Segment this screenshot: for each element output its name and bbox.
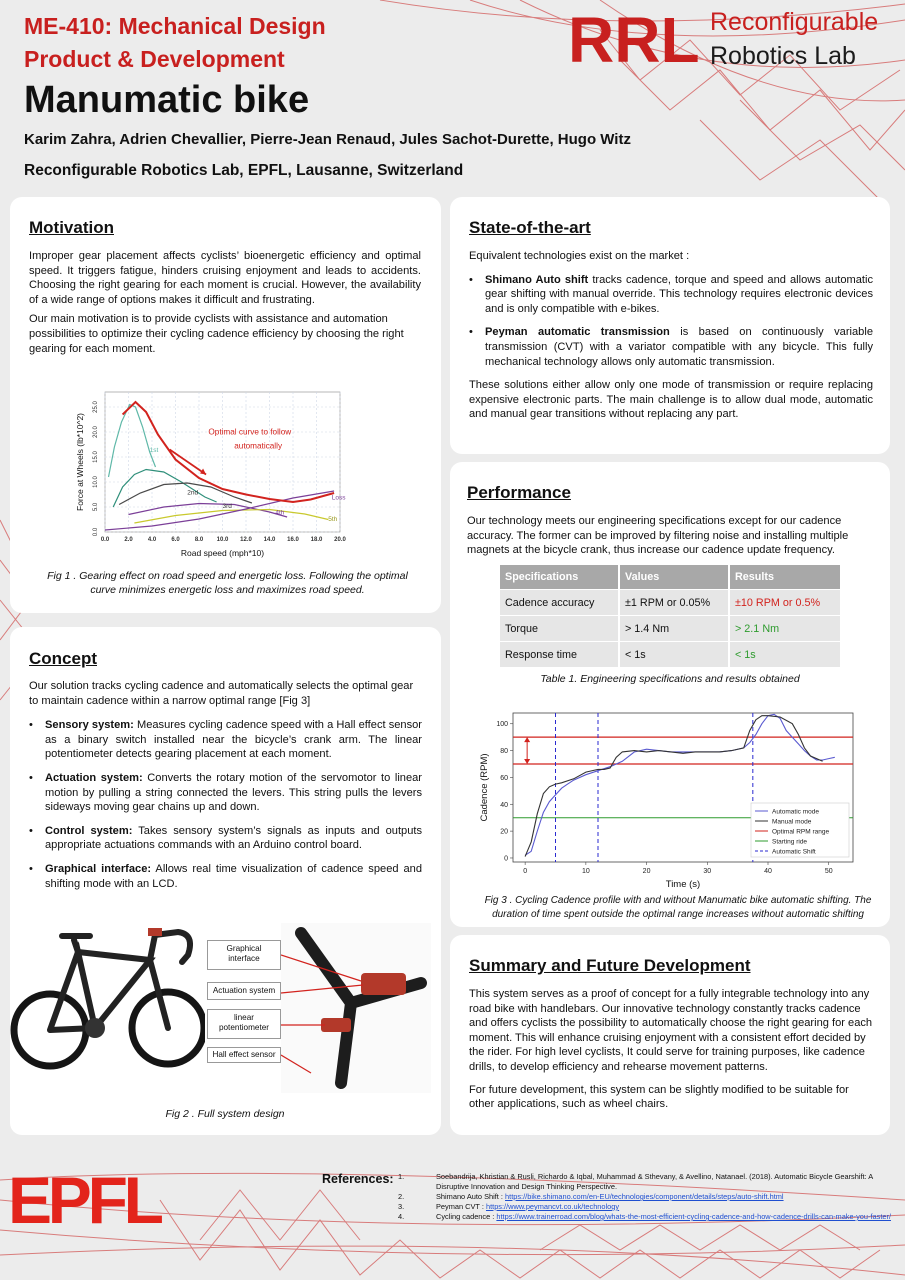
bike-frame <box>50 952 168 1030</box>
table-cell: Response time <box>500 642 619 668</box>
ref-text: Shimano Auto Shift : <box>436 1192 506 1201</box>
table-cell: ±10 RPM or 0.5% <box>729 590 841 616</box>
concept-panel <box>10 627 441 1135</box>
fig1-caption: Fig 1 . Gearing effect on road speed and energetic loss. Following the optimal curve minimizes energetic loss and maximizes road speed. <box>47 570 408 596</box>
legend-entry: Optimal RPM range <box>772 828 830 836</box>
x-tick-label: 40 <box>764 868 772 875</box>
y-tick-label: 0 <box>504 855 508 863</box>
summary-title: Summary and Future Development <box>469 956 751 975</box>
actuator-red <box>148 928 162 936</box>
x-tick-label: 30 <box>703 868 712 875</box>
state-of-art-outro: These solutions either allow only one mode of transmission or require replacing expensive electronic parts. The main challenge is to allow dual mode, automatic and manual gear transitions without replacing any part. <box>469 379 873 421</box>
x-axis-label: Road speed (mph*10) <box>180 548 265 558</box>
summary-text <box>469 987 877 1117</box>
table-caption: Table 1. Engineering specifications and results obtained <box>540 673 800 685</box>
x-tick-label: 14.0 <box>263 537 276 543</box>
x-tick-label: 10 <box>581 868 590 875</box>
x-tick-label: 4.0 <box>147 537 157 543</box>
ref-number: 3. <box>398 1202 405 1211</box>
table-row <box>500 642 841 668</box>
table-cell: > 1.4 Nm <box>619 616 729 642</box>
motivation-text <box>29 249 421 361</box>
table-cell: Torque <box>500 616 619 642</box>
legend-entry: Starting ride <box>772 838 808 846</box>
list-item <box>398 1172 898 1192</box>
optimal-annotation-line2: automatically <box>234 441 283 451</box>
list-item <box>398 1212 898 1222</box>
list-item <box>469 325 873 369</box>
bullet-text: is based on continuously variable transmission (CVT) with a variator compatible with any bicycle. This fully mechanical technology allows only automatic transmission. <box>485 326 873 368</box>
performance-panel <box>450 462 890 927</box>
performance-title: Performance <box>467 483 571 502</box>
state-of-art-intro: Equivalent technologies exist on the market : <box>469 250 690 262</box>
list-item <box>29 824 422 853</box>
x-tick-label: 10.0 <box>216 537 229 543</box>
curve-label: 4th <box>275 509 285 517</box>
ref-number: 4. <box>398 1212 405 1221</box>
concept-intro: Our solution tracks cycling cadence and automatically selects the optimal gear to maintain cadence within a narrow optimal range [Fig 3] <box>29 680 414 707</box>
table-row <box>500 616 841 642</box>
motivation-title: Motivation <box>29 218 114 237</box>
table-cell: Cadence accuracy <box>500 590 619 616</box>
ref-text: Soebandrija, Khristian & Rusli, Richardo & Iqbal, Muhammad & Sthevany, & Avellino, Natanael. (2018). Automatic Bicycle Gearshift: A Disruptive Innovation and Design Thinking Perspective. <box>436 1172 873 1191</box>
bullet-text: Measures cycling cadence speed with a Hall effect sensor as a binary switch installed near the bicycle’s crank arm. The linear potentiometer detects gearing placement at each moment. <box>45 719 422 761</box>
ref-number: 2. <box>398 1192 405 1201</box>
concept-title: Concept <box>29 649 97 668</box>
table-header: Specifications <box>500 565 619 590</box>
list-item <box>29 862 422 891</box>
affiliation: Reconfigurable Robotics Lab, EPFL, Lausanne, Switzerland <box>24 162 464 179</box>
bike-illustration <box>10 910 205 1085</box>
logo-text-reconfigurable: Reconfigurable <box>710 8 879 36</box>
y-tick-label: 25.0 <box>93 401 99 413</box>
label-graphical-interface: Graphical interface <box>207 940 281 970</box>
table-cell: ±1 RPM or 0.05% <box>619 590 729 616</box>
x-tick-label: 12.0 <box>240 537 252 543</box>
bullet-bold: Sensory system: <box>45 719 134 732</box>
performance-intro: Our technology meets our engineering specifications except for our cadence accuracy. The former can be improved by filtering noise and installing multiple magnets at the bicycle crank, thus increase our cadence update frequency. <box>467 515 849 557</box>
table-row <box>500 590 841 616</box>
curve-label: Loss <box>331 494 346 502</box>
y-tick-label: 15.0 <box>93 451 99 463</box>
y-tick-label: 100 <box>496 721 508 729</box>
closeup-illustration <box>281 923 431 1093</box>
label-hall-effect-sensor: Hall effect sensor <box>207 1047 281 1063</box>
bullet-bold: Shimano Auto shift <box>485 273 589 286</box>
concept-list <box>29 718 422 891</box>
list-item <box>29 771 422 815</box>
x-tick-label: 8.0 <box>194 537 204 543</box>
poster-title: Manumatic bike <box>24 79 310 121</box>
ref-link[interactable]: https://bike.shimano.com/en-EU/technologies/component/details/steps/auto-shift.html <box>505 1192 784 1201</box>
handlebar <box>150 932 190 962</box>
table-header: Values <box>619 565 729 590</box>
closeup-actuator <box>361 973 406 995</box>
list-item <box>29 718 422 762</box>
y-tick-label: 5.0 <box>93 502 99 512</box>
course-line-2: Product & Development <box>24 46 285 72</box>
y-tick-label: 60 <box>500 774 508 782</box>
list-item <box>398 1192 898 1202</box>
fig2-caption: Fig 2 . Full system design <box>165 1108 285 1120</box>
rrl-logo-mark <box>568 10 703 68</box>
state-of-art-list <box>469 273 873 370</box>
table-cell: > 2.1 Nm <box>729 616 841 642</box>
bullet-text: Allows real time visualization of cadence speed and shifting mode with an LCD. <box>45 862 422 890</box>
list-item <box>398 1202 898 1212</box>
epfl-logo-text: EPFL <box>8 1168 164 1228</box>
curve-label: 2nd <box>187 489 199 497</box>
table-cell: < 1s <box>729 642 841 668</box>
ref-link[interactable]: https://www.trainerroad.com/blog/whats-the-most-efficient-cycling-cadence-and-how-cadence-drills-can-make-you-faster/ <box>496 1212 891 1221</box>
bullet-bold: Peyman automatic transmission <box>485 326 670 339</box>
y-tick-label: 20.0 <box>93 426 99 438</box>
summary-p1: This system serves as a proof of concept for a fully integrable technology into any road bike with handlebars. Our innovative technology constantly tracks cadence and offers cyclists the possibility to automatically choose the right gearing for each moment. This will enhance cruising enjoyment with a consistent effort decided by the rider. For high level cyclists, It could serve for training purposes, like cadence drills, to develop efficiency and rehearse movement patterns. <box>469 988 873 1073</box>
summary-panel <box>450 935 890 1135</box>
x-axis-label: Time (s) <box>665 879 701 890</box>
course-title <box>24 10 326 76</box>
references-list <box>398 1172 898 1222</box>
motivation-p2: Our main motivation is to provide cyclists with assistance and automation possibilities to optimize their cycling cadence efficiency by choosing the right gearing for each moment. <box>29 313 404 355</box>
table-header: Results <box>729 565 841 590</box>
x-tick-label: 2.0 <box>124 537 133 543</box>
y-axis-label: Cadence (RPM) <box>479 753 490 822</box>
y-tick-label: 20 <box>500 828 508 836</box>
authors: Karim Zahra, Adrien Chevallier, Pierre-Jean Renaud, Jules Sachot-Durette, Hugo Witz <box>24 131 631 148</box>
state-of-art-title: State-of-the-art <box>469 218 591 237</box>
motivation-panel <box>10 197 441 613</box>
x-tick-label: 50 <box>824 868 833 875</box>
bullet-text: Converts the rotary motion of the servomotor to linear motion by pulling a string connected the levers. This string pulls the levers sideways moving gear chains up and down. <box>45 771 422 814</box>
state-of-art-text <box>469 249 873 427</box>
cadence-chart <box>475 707 865 897</box>
curve-label: 5th <box>328 516 338 523</box>
ref-link[interactable]: https://www.peymancvt.co.uk/technology <box>485 1202 620 1211</box>
x-tick-label: 20 <box>642 868 651 875</box>
state-of-art-panel <box>450 197 890 454</box>
spec-table <box>500 565 842 667</box>
y-tick-label: 80 <box>500 748 508 756</box>
curve-label: 3rd <box>222 503 232 510</box>
optimal-annotation-line1: Optimal curve to follow <box>208 427 292 437</box>
x-tick-label: 0 <box>523 868 528 875</box>
label-linear-potentiometer: linear potentiometer <box>207 1009 281 1039</box>
course-line-1: ME-410: Mechanical Design <box>24 13 326 39</box>
epfl-logo <box>8 1168 168 1228</box>
bullet-bold: Graphical interface: <box>45 862 152 875</box>
y-tick-label: 40 <box>500 801 508 809</box>
summary-p2: For future development, this system can be slightly modified to be suitable for other applications, such as wheel chairs. <box>469 1083 849 1111</box>
ref-text: Peyman CVT : <box>436 1202 486 1211</box>
table-cell: < 1s <box>619 642 729 668</box>
x-tick-label: 18.0 <box>310 537 323 543</box>
legend-entry: Automatic mode <box>772 808 819 816</box>
label-actuation-system: Actuation system <box>207 982 281 1000</box>
x-tick-label: 0.0 <box>100 537 110 543</box>
saddle <box>62 936 90 952</box>
motivation-p1: Improper gear placement affects cyclists’ bioenergetic efficiency and optimal speed. It triggers fatigue, hinders cruising enjoyment and leads to accidents. Choosing the right gearing for each moment is crucial. However, the availability of a wide range of options makes it difficult and frustrating. <box>29 250 421 306</box>
bullet-bold: Actuation system: <box>45 771 143 784</box>
references-heading: References: <box>322 1172 394 1186</box>
bullet-text: tracks cadence, torque and speed and allows automatic gear shifting with manual override. This technology requires electronic devices and is only compatible with e-bikes. <box>485 273 873 315</box>
crank <box>85 1018 105 1038</box>
gearing-chart <box>70 380 370 565</box>
concept-text <box>29 679 422 900</box>
legend-entry: Manual mode <box>772 818 812 826</box>
list-item <box>469 273 873 317</box>
logo-text-robotics-lab: Robotics Lab <box>710 42 856 70</box>
bullet-bold: Control system: <box>45 824 133 837</box>
curve-label: 1st <box>149 447 159 454</box>
y-tick-label: 0.0 <box>93 527 99 537</box>
y-axis-label: Force at Wheels (lb*10^2) <box>75 413 85 511</box>
closeup-potentiometer <box>321 1018 351 1032</box>
ref-number: 1. <box>398 1172 405 1181</box>
bullet-text: Takes sensory system’s signals as inputs and outputs appropriate actuations commands with an Arduino control board. <box>45 824 422 852</box>
table-header-row <box>500 565 841 590</box>
fig3-caption: Fig 3 . Cycling Cadence profile with and without Manumatic bike automatic shifting. The duration of time spent outside the optimal range increases without automatic shifting <box>484 895 872 920</box>
rrl-logo-text: RRL <box>568 10 700 68</box>
x-tick-label: 20.0 <box>334 537 346 543</box>
y-tick-label: 10.0 <box>93 476 99 488</box>
x-tick-label: 6.0 <box>171 537 180 543</box>
legend-entry: Automatic Shift <box>772 848 816 856</box>
x-tick-label: 16.0 <box>287 537 299 543</box>
ref-text: Cycling cadence : <box>436 1212 497 1221</box>
